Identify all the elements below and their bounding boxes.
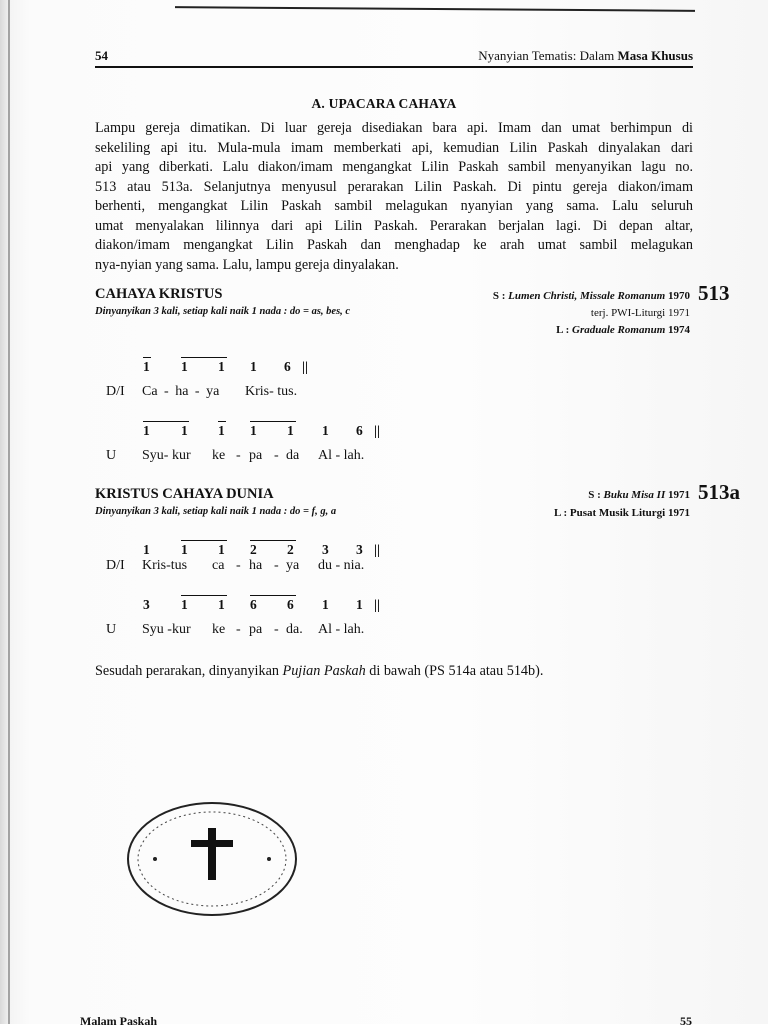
song-title: CAHAYA KRISTUS xyxy=(95,286,223,302)
note: 1 xyxy=(287,423,294,438)
footer-right: 55 xyxy=(680,1014,692,1028)
intro-paragraph xyxy=(95,119,693,275)
intro-line: 513 atau 513a. Selanjutnya menyusul perarakan Lilin Paskah. Di pintu gereja diakon/imam xyxy=(95,178,693,195)
top-edge-line xyxy=(175,6,695,12)
note: 1 xyxy=(356,597,363,612)
lyric: pa xyxy=(249,448,263,463)
lyric: - xyxy=(274,622,279,637)
voice-label: U xyxy=(106,622,117,637)
lyric: Kris- tus. xyxy=(245,384,298,399)
song-instruction: Dinyanyikan 3 kali, setiap kali naik 1 nada : do = as, bes, c xyxy=(95,306,351,317)
voice-label: U xyxy=(106,448,117,463)
note: 1 xyxy=(181,542,188,557)
lyric: da xyxy=(286,448,300,463)
song-instruction: Dinyanyikan 3 kali, setiap kali naik 1 nada : do = f, g, a xyxy=(95,506,337,517)
lyric: ke xyxy=(212,622,226,637)
page-number: 54 xyxy=(95,48,108,63)
note: 1 xyxy=(322,597,329,612)
closing-text: Sesudah perarakan, dinyanyikan Pujian Paskah di bawah (PS 514a atau 514b). xyxy=(95,663,544,679)
song-title: KRISTUS CAHAYA DUNIA xyxy=(95,486,274,502)
note: 2 xyxy=(287,542,294,557)
footer-left: Malam Paskah xyxy=(80,1014,158,1028)
barline: || xyxy=(374,597,380,612)
lyric: Kris-tus xyxy=(142,558,188,573)
note: 1 xyxy=(181,423,188,438)
section-title: A. UPACARA CAHAYA xyxy=(311,96,457,111)
lyric: du - nia. xyxy=(318,558,365,573)
running-title: Nyanyian Tematis: Dalam Masa Khusus xyxy=(478,48,693,63)
barline: || xyxy=(374,423,380,438)
note: 1 xyxy=(218,423,225,438)
lyric: da. xyxy=(286,622,303,637)
note: 1 xyxy=(322,423,329,438)
lyric: Syu -kur xyxy=(142,622,191,637)
song-number: 513 xyxy=(698,281,730,305)
note: 1 xyxy=(250,423,257,438)
church-stamp xyxy=(125,800,300,918)
song-source: S : Lumen Christi, Missale Romanum 1970 xyxy=(492,290,690,302)
song-translation: terj. PWI-Liturgi 1971 xyxy=(590,307,690,319)
page-header xyxy=(95,48,693,66)
lyric: Ca - ha - ya xyxy=(142,384,220,399)
note: 1 xyxy=(143,359,150,374)
header-rule xyxy=(95,66,693,68)
intro-line: nya-nyian yang sama. Lalu, lampu gereja dinyalakan. xyxy=(95,256,399,273)
intro-line: api yang diberkati. Lalu diakon/imam mengangkat Lilin Paskah sambil menyanyikan lagu no. xyxy=(95,159,693,175)
note: 6 xyxy=(356,423,363,438)
lyric: pa xyxy=(249,622,263,637)
barline: || xyxy=(302,359,308,374)
note: 6 xyxy=(250,597,257,612)
note: 1 xyxy=(218,359,225,374)
lyric: Al - lah. xyxy=(318,622,365,637)
intro-line: Lampu gereja dimatikan. Di luar gereja disediakan bara api. Imam dan umat berhimpun di xyxy=(95,120,693,136)
lyric: - xyxy=(236,622,241,637)
lyric: ke xyxy=(212,448,226,463)
note: 6 xyxy=(284,359,291,374)
lyric: Syu- kur xyxy=(142,448,191,463)
lyric: ya xyxy=(286,558,300,573)
note: 3 xyxy=(322,542,329,557)
voice-label: D/I xyxy=(106,384,125,399)
note: 1 xyxy=(250,359,257,374)
lyric: - xyxy=(236,558,241,573)
song-melody-source: L : Graduale Romanum 1974 xyxy=(556,324,690,336)
intro-line: berhenti, mengangkat Lilin Paskah sambil melagukan nyanyian yang sama. Lalu seluruh xyxy=(95,198,693,214)
note: 1 xyxy=(181,597,188,612)
song-melody-source: L : Pusat Musik Liturgi 1971 xyxy=(553,507,690,519)
note: 3 xyxy=(143,597,150,612)
lyric: ca xyxy=(212,558,225,573)
lyric: ha xyxy=(249,558,263,573)
intro-line: sekeliling api itu. Mula-mula imam memberkati api, kemudian Lilin Paskah dinyalakan dari xyxy=(95,139,693,156)
intro-line: umat menyalakan lilinnya dari api Lilin Paskah. Perarakan berjalan lagi. Di depan altar, xyxy=(95,217,693,234)
lyric: - xyxy=(274,448,279,463)
note: 2 xyxy=(250,542,257,557)
page-edge xyxy=(8,0,10,1024)
song-source: S : Buku Misa II 1971 xyxy=(588,489,690,501)
voice-label: D/I xyxy=(106,558,125,573)
lyric: - xyxy=(236,448,241,463)
note: 1 xyxy=(143,542,150,557)
note: 6 xyxy=(287,597,294,612)
note: 1 xyxy=(181,359,188,374)
note: 1 xyxy=(218,597,225,612)
lyric: Al - lah. xyxy=(318,448,365,463)
intro-line: diakon/imam mengangkat Lilin Paskah dan menghadap ke arah umat sambil melagukan xyxy=(95,237,693,253)
song-number: 513a xyxy=(698,480,740,504)
barline: || xyxy=(374,542,380,557)
note: 1 xyxy=(218,542,225,557)
note: 1 xyxy=(143,423,150,438)
lyric: - xyxy=(274,558,279,573)
note: 3 xyxy=(356,542,363,557)
